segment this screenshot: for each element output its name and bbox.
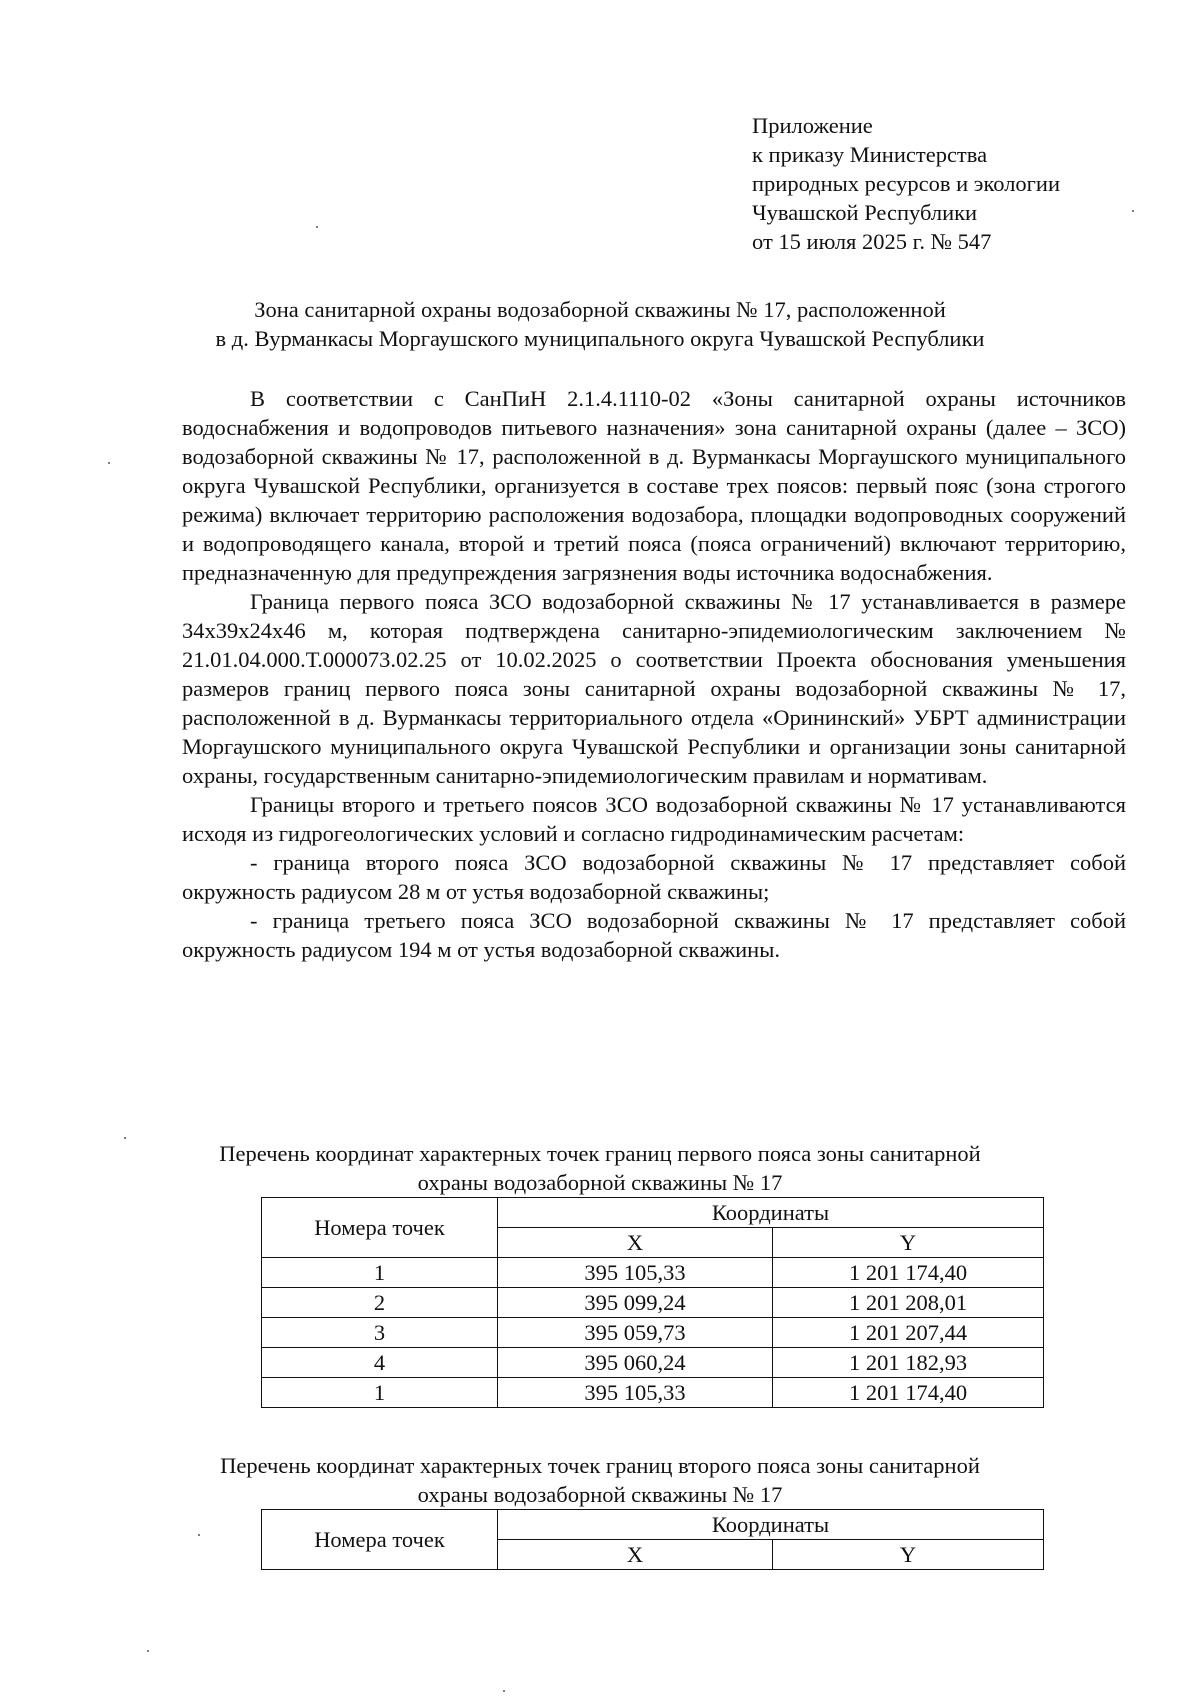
table2-title <box>150 1451 1050 1509</box>
header-point-numbers: Номера точек <box>262 1198 498 1258</box>
table-row <box>262 1348 1044 1378</box>
cell-x: 395 105,33 <box>498 1258 773 1288</box>
cell-y: 1 201 174,40 <box>773 1378 1044 1408</box>
cell-x: 395 060,24 <box>498 1348 773 1378</box>
annex-line: от 15 июля 2025 г. № 547 <box>752 229 992 254</box>
header-x: X <box>498 1228 773 1258</box>
table-row <box>262 1288 1044 1318</box>
header-y: Y <box>773 1540 1044 1570</box>
table-title-line: Перечень координат характерных точек границ второго пояса зоны санитарной <box>220 1453 980 1478</box>
cell-y: 1 201 208,01 <box>773 1288 1044 1318</box>
cell-point-number: 1 <box>262 1378 498 1408</box>
table-header-row <box>262 1198 1044 1228</box>
cell-point-number: 4 <box>262 1348 498 1378</box>
header-x: X <box>498 1540 773 1570</box>
table-title-line: охраны водозаборной скважины № 17 <box>417 1170 783 1195</box>
table1-title <box>150 1139 1050 1197</box>
table-row <box>262 1318 1044 1348</box>
paragraph: В соответствии с СанПиН 2.1.4.1110-02 «Зоны санитарной охраны источников водоснабжения и водопроводов питьевого назначения» зона санитарной охраны (далее – ЗСО) водозаборной скважины № 17, расположенной в д. Вурманкасы Моргаушского муниципального округа Чувашской Республики, организуется в составе трех поясов: первый пояс (зона строгого режима) включает территорию расположения водозабора, площадки водопроводных сооружений и водопроводящего канала, второй и третий пояса (пояса ограничений) включают территорию, предназначенную для предупреждения загрязнения воды источника водоснабжения. <box>182 386 1126 585</box>
header-coordinates: Координаты <box>498 1510 1044 1540</box>
annex-block <box>752 111 1060 256</box>
scan-speck <box>503 1690 505 1692</box>
table-row <box>262 1258 1044 1288</box>
cell-x: 395 105,33 <box>498 1378 773 1408</box>
header-point-numbers: Номера точек <box>262 1510 498 1570</box>
table-title-line: охраны водозаборной скважины № 17 <box>417 1482 783 1507</box>
table-header-row <box>262 1510 1044 1540</box>
scan-speck <box>316 226 318 228</box>
cell-point-number: 1 <box>262 1258 498 1288</box>
scan-speck <box>147 1650 149 1652</box>
annex-line: природных ресурсов и экологии <box>752 171 1060 196</box>
scan-speck <box>108 462 110 464</box>
scan-speck <box>198 1534 200 1536</box>
cell-point-number: 3 <box>262 1318 498 1348</box>
paragraph: - граница второго пояса ЗСО водозаборной скважины № 17 представляет собой окружность радиусом 28 м от устья водозаборной скважины; <box>182 850 1126 904</box>
annex-line: к приказу Министерства <box>752 142 988 167</box>
header-y: Y <box>773 1228 1044 1258</box>
cell-y: 1 201 182,93 <box>773 1348 1044 1378</box>
document-title <box>150 295 1050 353</box>
scan-speck <box>1132 210 1134 212</box>
cell-x: 395 059,73 <box>498 1318 773 1348</box>
cell-x: 395 099,24 <box>498 1288 773 1318</box>
paragraph: - граница третьего пояса ЗСО водозаборной скважины № 17 представляет собой окружность радиусом 194 м от устья водозаборной скважины. <box>182 908 1126 962</box>
annex-line: Чувашской Республики <box>752 200 978 225</box>
paragraph: Границы второго и третьего поясов ЗСО водозаборной скважины № 17 устанавливаются исходя из гидрогеологических условий и согласно гидродинамическим расчетам: <box>182 792 1126 846</box>
title-line: в д. Вурманкасы Моргаушского муниципального округа Чувашской Республики <box>215 326 985 351</box>
title-line: Зона санитарной охраны водозаборной скважины № 17, расположенной <box>254 297 946 322</box>
annex-line: Приложение <box>752 113 873 138</box>
cell-point-number: 2 <box>262 1288 498 1318</box>
header-coordinates: Координаты <box>498 1198 1044 1228</box>
table-title-line: Перечень координат характерных точек границ первого пояса зоны санитарной <box>219 1141 981 1166</box>
cell-y: 1 201 174,40 <box>773 1258 1044 1288</box>
table-row <box>262 1378 1044 1408</box>
cell-y: 1 201 207,44 <box>773 1318 1044 1348</box>
coordinates-table-first-belt <box>261 1197 1044 1408</box>
scan-speck <box>124 1137 126 1139</box>
coordinates-table-second-belt <box>261 1509 1044 1570</box>
paragraph: Граница первого пояса ЗСО водозаборной скважины № 17 устанавливается в размере 34x39x24x46 м, которая подтверждена санитарно-эпидемиологическим заключением № 21.01.04.000.Т.000073.02.25 от 10.02.2025 о соответствии Проекта обоснования уменьшения размеров границ первого пояса зоны санитарной охраны водозаборной скважины № 17, расположенной в д. Вурманкасы территориального отдела «Орининский» УБРТ администрации Моргаушского муниципального округа Чувашской Республики и организации зоны санитарной охраны, государственным санитарно-эпидемиологическим правилам и нормативам. <box>182 589 1126 788</box>
body-text <box>182 384 1126 964</box>
